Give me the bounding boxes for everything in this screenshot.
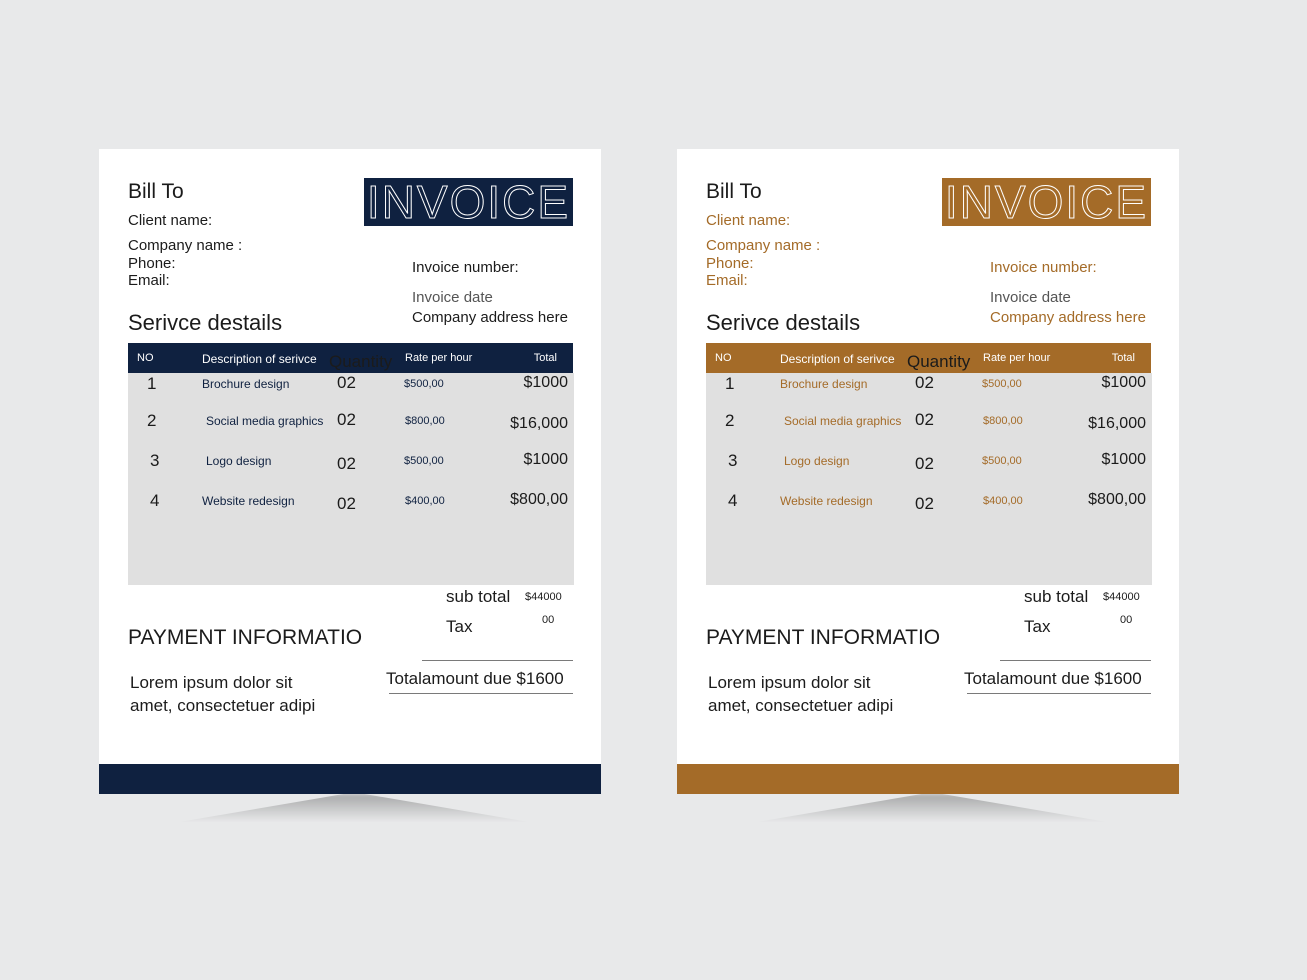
client-name-label: Client name: <box>706 212 791 229</box>
row-rate: $400,00 <box>405 495 445 507</box>
row-rate: $800,00 <box>983 415 1023 427</box>
payment-text-line-2: amet, consectetuer adipi <box>708 696 894 715</box>
row-quantity: 02 <box>915 373 934 392</box>
row-number: 2 <box>725 411 735 430</box>
row-number: 1 <box>725 374 735 393</box>
sub-total-label: sub total <box>446 587 511 606</box>
table-header <box>706 343 1151 373</box>
service-details-heading: Serivce destails <box>706 310 861 335</box>
invoice-card-gold <box>677 149 1179 794</box>
company-address: Company address here <box>412 309 568 326</box>
email-label: Email: <box>706 272 748 289</box>
row-total: $1000 <box>1101 374 1146 391</box>
row-total: $1000 <box>523 374 568 391</box>
tax-value: 00 <box>542 614 555 626</box>
col-header-description: Description of serivce <box>780 352 895 366</box>
row-number: 1 <box>147 374 157 393</box>
col-header-rate: Rate per hour <box>405 352 473 364</box>
sub-total-value: $44000 <box>1103 591 1140 603</box>
row-rate: $500,00 <box>404 455 444 467</box>
row-number: 4 <box>728 491 738 510</box>
invoice-title-box <box>942 178 1151 226</box>
bill-to-heading: Bill To <box>128 180 184 203</box>
invoice-title-box <box>364 178 573 226</box>
row-total: $16,000 <box>510 415 568 432</box>
row-quantity: 02 <box>337 494 356 513</box>
tax-label: Tax <box>446 617 473 636</box>
row-rate: $500,00 <box>982 378 1022 390</box>
total-amount-due: Totalamount due $1600 <box>964 669 1142 688</box>
invoice-card-navy <box>99 149 601 794</box>
company-name-label: Company name : <box>128 237 243 254</box>
sub-total-value: $44000 <box>525 591 562 603</box>
row-number: 2 <box>147 411 157 430</box>
payment-text-line-1: Lorem ipsum dolor sit <box>130 673 293 692</box>
payment-info-heading: PAYMENT INFORMATIO <box>128 626 363 649</box>
total-rule-bottom <box>967 693 1151 694</box>
col-header-quantity: Quantity <box>329 352 393 371</box>
col-header-rate: Rate per hour <box>983 352 1051 364</box>
payment-info-heading: PAYMENT INFORMATIO <box>706 626 941 649</box>
row-quantity: 02 <box>915 410 934 429</box>
row-total: $16,000 <box>1088 415 1146 432</box>
row-quantity: 02 <box>915 494 934 513</box>
row-number: 4 <box>150 491 160 510</box>
row-rate: $400,00 <box>983 495 1023 507</box>
row-quantity: 02 <box>337 410 356 429</box>
row-number: 3 <box>150 451 160 470</box>
col-header-quantity: Quantity <box>907 352 971 371</box>
row-description: Website redesign <box>780 494 873 508</box>
payment-text-line-2: amet, consectetuer adipi <box>130 696 316 715</box>
row-total: $1000 <box>523 451 568 468</box>
card-shadow <box>179 794 529 822</box>
footer-bar <box>677 764 1179 794</box>
col-header-no: NO <box>715 352 732 364</box>
table-header <box>128 343 573 373</box>
col-header-total: Total <box>1111 352 1135 364</box>
row-rate: $500,00 <box>404 378 444 390</box>
invoice-title: INVOICE <box>366 176 571 228</box>
col-header-total: Total <box>533 352 557 364</box>
row-rate: $500,00 <box>982 455 1022 467</box>
row-description: Brochure design <box>202 377 290 391</box>
service-details-heading: Serivce destails <box>128 310 283 335</box>
row-description: Brochure design <box>780 377 868 391</box>
company-address: Company address here <box>990 309 1146 326</box>
bill-to-heading: Bill To <box>706 180 762 203</box>
row-quantity: 02 <box>337 454 356 473</box>
table-body <box>128 373 574 585</box>
row-description: Social media graphics <box>784 414 902 428</box>
tax-value: 00 <box>1120 614 1133 626</box>
tax-label: Tax <box>1024 617 1051 636</box>
col-header-no: NO <box>137 352 154 364</box>
row-quantity: 02 <box>915 454 934 473</box>
row-total: $800,00 <box>510 491 568 508</box>
total-rule-top <box>422 660 573 661</box>
sub-total-label: sub total <box>1024 587 1089 606</box>
row-description: Logo design <box>206 454 272 468</box>
invoice-number-label: Invoice number: <box>412 259 519 276</box>
row-quantity: 02 <box>337 373 356 392</box>
phone-label: Phone: <box>128 255 176 272</box>
row-total: $800,00 <box>1088 491 1146 508</box>
total-amount-due: Totalamount due $1600 <box>386 669 564 688</box>
invoice-date-label: Invoice date <box>990 289 1071 306</box>
invoice-title: INVOICE <box>944 176 1149 228</box>
total-rule-bottom <box>389 693 573 694</box>
col-header-description: Description of serivce <box>202 352 317 366</box>
invoice-number-label: Invoice number: <box>990 259 1097 276</box>
payment-text-line-1: Lorem ipsum dolor sit <box>708 673 871 692</box>
client-name-label: Client name: <box>128 212 213 229</box>
row-total: $1000 <box>1101 451 1146 468</box>
phone-label: Phone: <box>706 255 754 272</box>
card-shadow <box>757 794 1107 822</box>
footer-bar <box>99 764 601 794</box>
row-description: Social media graphics <box>206 414 324 428</box>
row-number: 3 <box>728 451 738 470</box>
invoice-date-label: Invoice date <box>412 289 493 306</box>
email-label: Email: <box>128 272 170 289</box>
row-description: Logo design <box>784 454 850 468</box>
company-name-label: Company name : <box>706 237 821 254</box>
row-description: Website redesign <box>202 494 295 508</box>
total-rule-top <box>1000 660 1151 661</box>
row-rate: $800,00 <box>405 415 445 427</box>
table-body <box>706 373 1152 585</box>
